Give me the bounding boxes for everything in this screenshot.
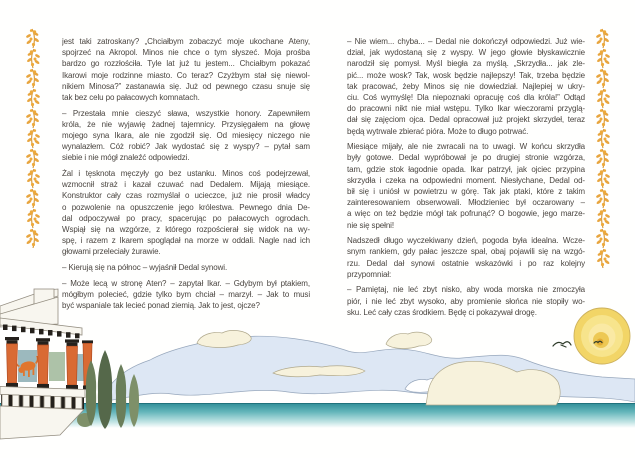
cypress-tree [98, 350, 112, 429]
text-line: Miesiące mijały, ale nie zwracali na to uwagi. W końcu skrzydła [347, 142, 585, 152]
text-line: Żal i tęsknota męczyły go bez ustanku. Minos coś podejrzewał, [62, 169, 310, 179]
paragraph [347, 141, 585, 231]
text-line: piór, i nie leć zbyt wysoko, aby promienie słońca nie stopiły wo- [347, 296, 585, 306]
laurel-sprig-icon [24, 148, 42, 168]
text-line: bardzo go rozzłościła. Tyle lat już tu jestem... Chciałbym pokazać [62, 59, 310, 69]
paragraph [62, 108, 310, 164]
laurel-sprig-icon [24, 48, 42, 68]
text-line: tam, gdzie stok łagodnie opada. Ikar patrzył, jak ojciec przypina [347, 164, 585, 174]
text-line: siebie i nie mógł znaleźć odpowiedzi. [62, 153, 190, 163]
text-line: jest taki zatroskany? „Chciałbym zobaczyć moje ukochane Ateny, [62, 37, 310, 46]
laurel-sprig-icon [24, 108, 42, 128]
text-line: a więc on też będzie mógł tak pofrunąć? O bogowie, jego marze- [347, 209, 585, 219]
text-line: króla, że nie wyjawię żadnej tajemnicy. Przysięgałem na głowę [62, 119, 310, 129]
text-line: sku. Leć cały czas środkiem. Będę ci pokazywał drogę. [347, 307, 537, 317]
laurel-sprig-icon [594, 48, 612, 68]
laurel-sprig-icon [24, 28, 42, 48]
left-page-text [62, 36, 310, 316]
text-line: – Nie wiem... chyba... – Dedal nie dokończył odpowiedzi. Już wie- [347, 37, 585, 46]
text-line: nikiem Minosa?” zastanawia się. Już od pewnego czasu snuje się [62, 81, 310, 91]
text-line: dał się zajęciom ojca. Dedal opracował już projekt skrzydeł, teraz [347, 115, 585, 125]
text-line: – Może lecą w stronę Aten? – zapytał Ikar. – Gdybym był ptakiem, [62, 278, 310, 288]
laurel-sprig-icon [594, 168, 612, 188]
laurel-garland-right [594, 28, 612, 268]
palace-column [65, 339, 79, 389]
palace-base-wall [0, 406, 84, 439]
laurel-sprig-icon [594, 228, 612, 248]
paragraph [62, 168, 310, 258]
text-line: być wspaniale tak lecieć ponad ziemią. Jak to jest, ojcze? [62, 301, 260, 311]
text-line: Konstruktor cały czas rozmyślał o ucieczce, już nie prosił władcy [62, 191, 310, 201]
right-page-text [347, 36, 585, 323]
laurel-sprig-icon [24, 208, 42, 228]
cream-cloud-small-mid [386, 332, 432, 348]
text-line: Ikarowi moje rodzinne miasto. Co teraz? Czyżbym stał się niewol- [62, 70, 310, 80]
laurel-sprig-icon [24, 128, 42, 148]
palace-column [36, 338, 50, 388]
text-line: mojego syna Ikara, ale nie zgodził się. Od miesięcy niczego nie [62, 131, 310, 140]
text-line: dal odpoczywał po pracy, spacerując po pałacowych ogrodach. [62, 213, 310, 223]
laurel-garland-left [24, 28, 42, 248]
laurel-sprig-icon [24, 228, 42, 248]
laurel-sprig-icon [594, 88, 612, 108]
text-line: tak bez celu po pałacowych komnatach. [62, 92, 200, 102]
laurel-sprig-icon [594, 68, 612, 88]
fresco-panel [49, 352, 65, 381]
text-line: ciu. Coś wymyślę! Dla niepoznaki opracuję coś dla króla!” Odtąd [347, 92, 585, 102]
laurel-sprig-icon [24, 88, 42, 108]
palace-column [5, 337, 19, 387]
paragraph [62, 36, 310, 103]
laurel-sprig-icon [594, 128, 612, 148]
laurel-sprig-icon [594, 188, 612, 208]
paragraph [347, 36, 585, 137]
flying-bird-icon [553, 342, 571, 347]
text-line: przypomniał: [347, 269, 392, 279]
laurel-sprig-icon [594, 248, 612, 268]
paragraph [62, 262, 310, 273]
text-line: skrzydła i czeka na odpowiedni moment. Niesłychane, Dedal od- [347, 175, 585, 185]
text-line: będą wytrwale zbierać pióra. Może to długo potrwać. [347, 126, 529, 136]
text-line: tak pracować, żeby Minos się nie dowiedział. Najlepiej w ukry- [347, 81, 585, 91]
text-line: bił się i uniósł w powietrzu w górę. Tak jak ptaki, które z takim [347, 186, 585, 196]
laurel-sprig-icon [594, 28, 612, 48]
paragraph [347, 235, 585, 280]
text-line: narodził się pomysł. Myśl biegła za myślą. „Skrzydła... jak zle- [347, 59, 585, 69]
text-line: zainteresowaniem obserwowali. Młodzieniec był oczarowany – [347, 198, 585, 208]
text-line: wzmocnił straż i kazał czuwać nad Dedalem. Mijają miesiące. [62, 180, 310, 190]
laurel-sprig-icon [594, 148, 612, 168]
text-line: spojrzeć na Akropol. Minos nie chce o tym słyszeć. Moja prośba [62, 48, 310, 58]
text-line: rzu. Dedal dał synowi ostatnie wskazówki i po raz kolejny [347, 258, 585, 268]
text-line: były gotowe. Dedal wypróbował je po drugiej stronie wzgórza, [347, 153, 585, 163]
text-line: głowami przeleciały żurawie. [62, 247, 161, 257]
laurel-sprig-icon [24, 168, 42, 188]
text-line: mógłbym polecieć, gdzie tylko bym chciał – marzył. – Jak to musi [62, 289, 310, 299]
text-line: do pracowni nikt nie miał wstępu. Tylko Ikar wieczorami przyglą- [347, 104, 585, 114]
text-line: – Przestała mnie cieszyć sława, wszystkie honory. Zapewniłem [62, 108, 310, 118]
text-line: Nadszedł długo wyczekiwany dzień, pogoda była idealna. Wcze- [347, 236, 585, 246]
laurel-sprig-icon [594, 208, 612, 228]
text-line: snym rankiem, gdy pałac jeszcze spał, obaj pojawili się na wzgó- [347, 247, 585, 257]
text-line: – Kierują się na północ – wyjaśnił Dedal synowi. [62, 263, 228, 273]
paragraph [347, 284, 585, 318]
text-line: o pozwolenie na opuszczenie jego królestwa. Pewnego dnia De- [62, 202, 310, 212]
text-line: spę, i razem z Ikarem spoglądał na morze w oddali. Nagle nad ich [62, 236, 310, 246]
text-line: Wspiął się na wzgórze, z którego rozpościerał się widok na wy- [62, 225, 310, 234]
text-line: dział, jak wydostaną się z wyspy. W jego głowie błyskawicznie [347, 48, 585, 58]
laurel-sprig-icon [594, 108, 612, 128]
text-line: – Pamiętaj, nie leć zbyt nisko, aby woda morska nie zmoczyła [347, 285, 585, 295]
fresco-panel-sliver [77, 354, 84, 381]
laurel-sprig-icon [24, 188, 42, 208]
laurel-sprig-icon [24, 68, 42, 88]
paragraph [62, 278, 310, 312]
text-line: pić... może wosk? Tak, wosk będzie najlepszy! Tak, trzeba będzie [347, 70, 585, 80]
text-line: nie się spełni! [347, 220, 394, 230]
text-line: wynalazłem. Cóż robić? Jak wydostać się z wyspy? – pytał sam [62, 142, 310, 152]
